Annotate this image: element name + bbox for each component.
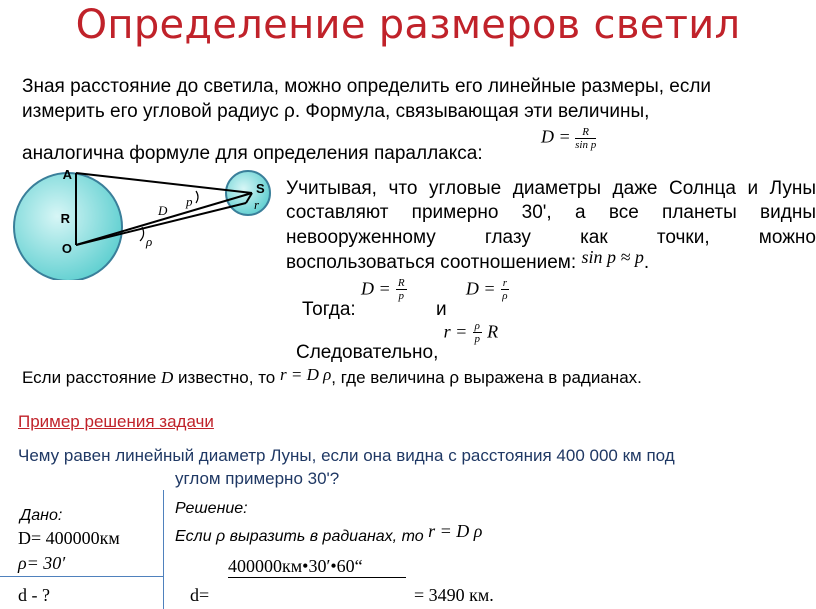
if-known-text-2: известно, то [178,368,276,387]
divider-horizontal [0,576,163,577]
example-question-1: Чему равен линейный диаметр Луны, если она видна с расстояния 400 000 км под [18,446,675,465]
then-row [302,277,509,320]
example-question-2: углом примерно 30'? [175,469,340,488]
given-rho-value: ρ= 30′ [18,553,66,573]
formula-den: sin p [575,139,597,151]
label-r-small: r [254,197,260,212]
label-s: S [256,181,265,196]
consider-line-2: составляют примерно 30', а все планеты видны [286,202,816,223]
then-f2-fraction [501,277,509,302]
page-title: Определение размеров светил [75,2,741,48]
given-d-value: D= 400000км [18,528,120,548]
then-f1-den: p [398,290,405,302]
then-and: и [435,298,447,320]
then-f1-lhs: D = [360,278,391,299]
relation-sin: sin p ≈ p [581,247,644,267]
formula-parallax [541,126,596,151]
if-known-text-3: , где величина ρ выражена в радианах. [331,368,642,387]
intro-line-2: измерить его угловой радиус ρ. Формула, связывающая эти величины, [22,101,650,122]
consider-line-4 [286,247,650,274]
consequently-label: Следовательно, [296,341,439,363]
then-f2-lhs: D = [465,278,496,299]
consider-line-1: Учитывая, что угловые диаметры даже Солнца и Луны [286,178,816,199]
label-o: O [61,241,72,256]
consequently-row [296,320,499,363]
conseq-lhs: r = [443,321,468,342]
given-find: d - ? [18,585,50,605]
formula-fraction [575,126,596,151]
parallax-diagram [0,165,285,280]
if-known-text-1: Если расстояние [22,368,157,387]
then-f1-num: R [397,277,405,289]
solution-label: Решение: [175,500,248,517]
then-f2-den: ρ [502,290,508,302]
label-r-big: R [60,211,70,226]
label-rho: ρ [146,234,153,249]
solution-text [175,521,483,546]
earth-circle [14,173,122,280]
solution-numerator: 400000км•30′•60“ [228,556,406,578]
conseq-rhs: R [487,321,499,342]
given-label: Дано: [20,507,63,524]
solution-d-label: d= [190,585,210,605]
solution-formula: r = D ρ [428,521,483,541]
consider-line-4-text: воспользоваться соотношением: [286,252,577,273]
then-f1-fraction [396,277,407,302]
example-heading: Пример решения задачи [18,412,214,431]
then-f2-num: r [502,277,508,289]
then-label: Тогда: [302,298,356,320]
intro-line-1: Зная расстояние до светила, можно определить его линейные размеры, если [22,76,712,97]
conseq-num: ρ [474,320,480,332]
label-d: D [158,203,168,218]
divider-vertical [163,490,164,609]
angle-arc-p [196,191,198,203]
formula-lhs: D = [541,126,571,147]
label-p: p [186,194,193,209]
label-a: A [62,167,72,182]
conseq-fraction [473,320,482,345]
consider-line-3: невооруженному глазу как точки, можно [286,227,816,248]
conseq-den: p [474,333,480,345]
if-known-row [22,365,642,388]
if-known-d: D [161,368,174,387]
if-known-formula: r = D ρ [280,365,332,384]
consider-dot: . [643,252,650,273]
formula-num: R [575,126,596,139]
solution-text-body: Если ρ выразить в радианах, то [175,528,424,545]
solution-result: = 3490 км. [414,585,494,605]
intro-line-3: аналогична формуле для определения параллакса: [22,143,483,164]
